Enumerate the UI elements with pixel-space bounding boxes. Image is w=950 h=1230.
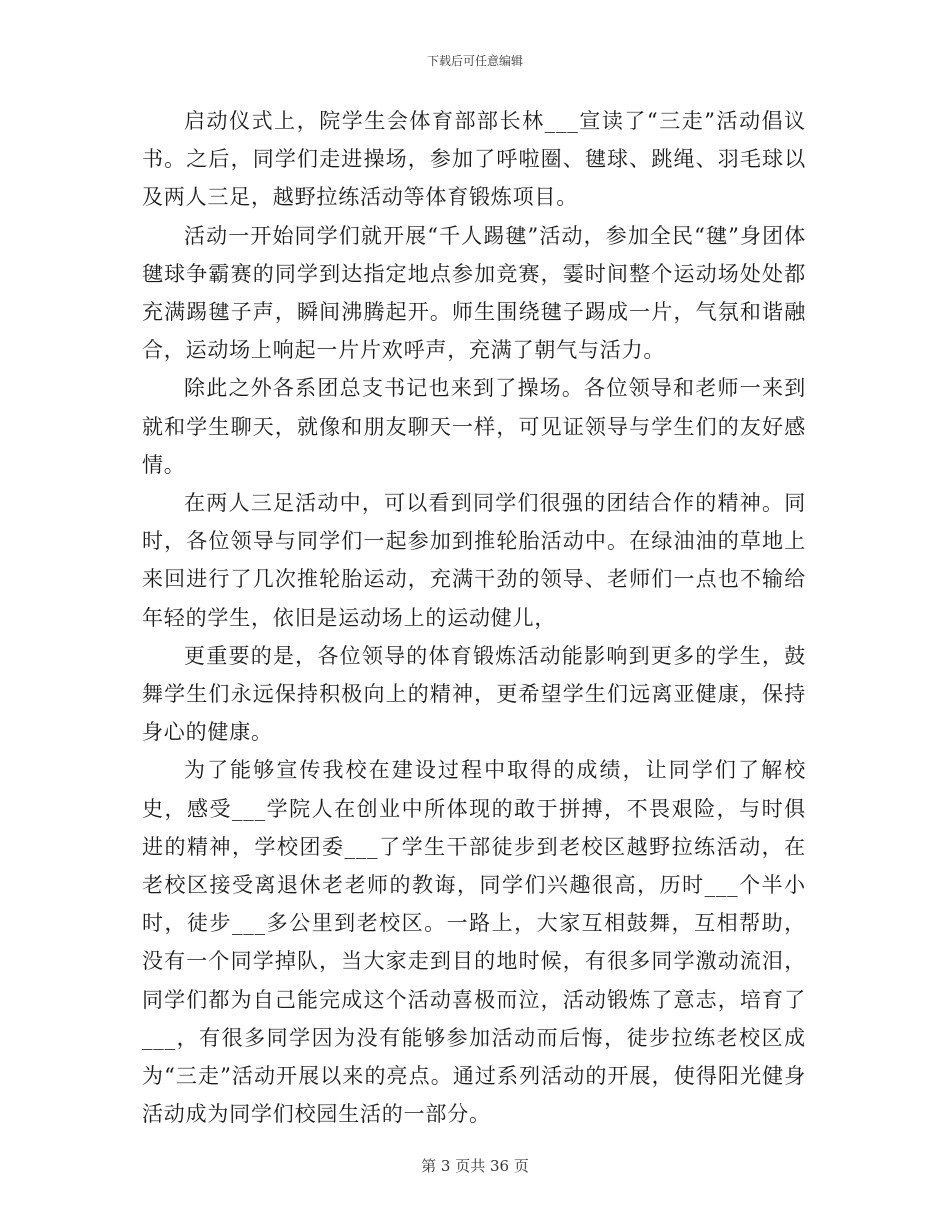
paragraph-leader-influence: 更重要的是，各位领导的体育锻炼活动能影响到更多的学生，鼓舞学生们永远保持积极向上的精神，更希望学生们远离亚健康，保持身心的健康。 (142, 643, 806, 745)
paragraph-campus-hike: 为了能够宣传我校在建设过程中取得的成绩，让同学们了解校史，感受___学院人在创业中所体现的敢于拼搏，不畏艰险，与时俱进的精神，学校团委___了学生干部徒步到老校区越野拉练活动，在老校区接受离退休老老师的教诲，同学们兴趣很高，历时___个半小时，徒步___多公里到老校区。一路上，大家互相鼓舞，互相帮助，没有一个同学掉队，当大家走到目的地时候，有很多同学激动流泪，同学们都为自己能完成这个活动喜极而泣，活动锻炼了意志，培育了___，有很多同学因为没有能够参加活动而后悔，徒步拉练老校区成为“三走”活动开展以来的亮点。通过系列活动的开展，使得阳光健身活动成为同学们校园生活的一部分。 (142, 758, 806, 1127)
document-body (142, 102, 806, 1133)
paragraph-three-legged-race: 在两人三足活动中，可以看到同学们很强的团结合作的精神。同时，各位领导与同学们一起参加到推轮胎活动中。在绿油油的草地上来回进行了几次推轮胎运动，充满干劲的领导、老师们一点也不输给年轻的学生，依旧是运动场上的运动健儿， (142, 491, 806, 630)
paragraph-opening-ceremony: 启动仪式上，院学生会体育部部长林___宣读了“三走”活动倡议书。之后，同学们走进操场，参加了呼啦圈、毽球、跳绳、羽毛球以及两人三足，越野拉练活动等体育锻炼项目。 (142, 109, 806, 210)
page-number: 第 3 页共 36 页 (421, 1157, 529, 1175)
page-header: 下载后可任意编辑 (426, 54, 523, 68)
paragraph-shuttlecock-activity: 活动一开始同学们就开展“千人踢毽”活动，参加全民“毽”身团体毽球争霸赛的同学到达指定地点参加竞赛，霎时间整个运动场处处都充满踢毽子声，瞬间沸腾起开。师生围绕毽子踢成一片，气氛和谐融合，运动场上响起一片片欢呼声，充满了朝气与活力。 (142, 223, 806, 363)
paragraph-league-secretaries: 除此之外各系团总支书记也来到了操场。各位领导和老师一来到就和学生聊天，就像和朋友聊天一样，可见证领导与学生们的友好感情。 (142, 376, 806, 477)
